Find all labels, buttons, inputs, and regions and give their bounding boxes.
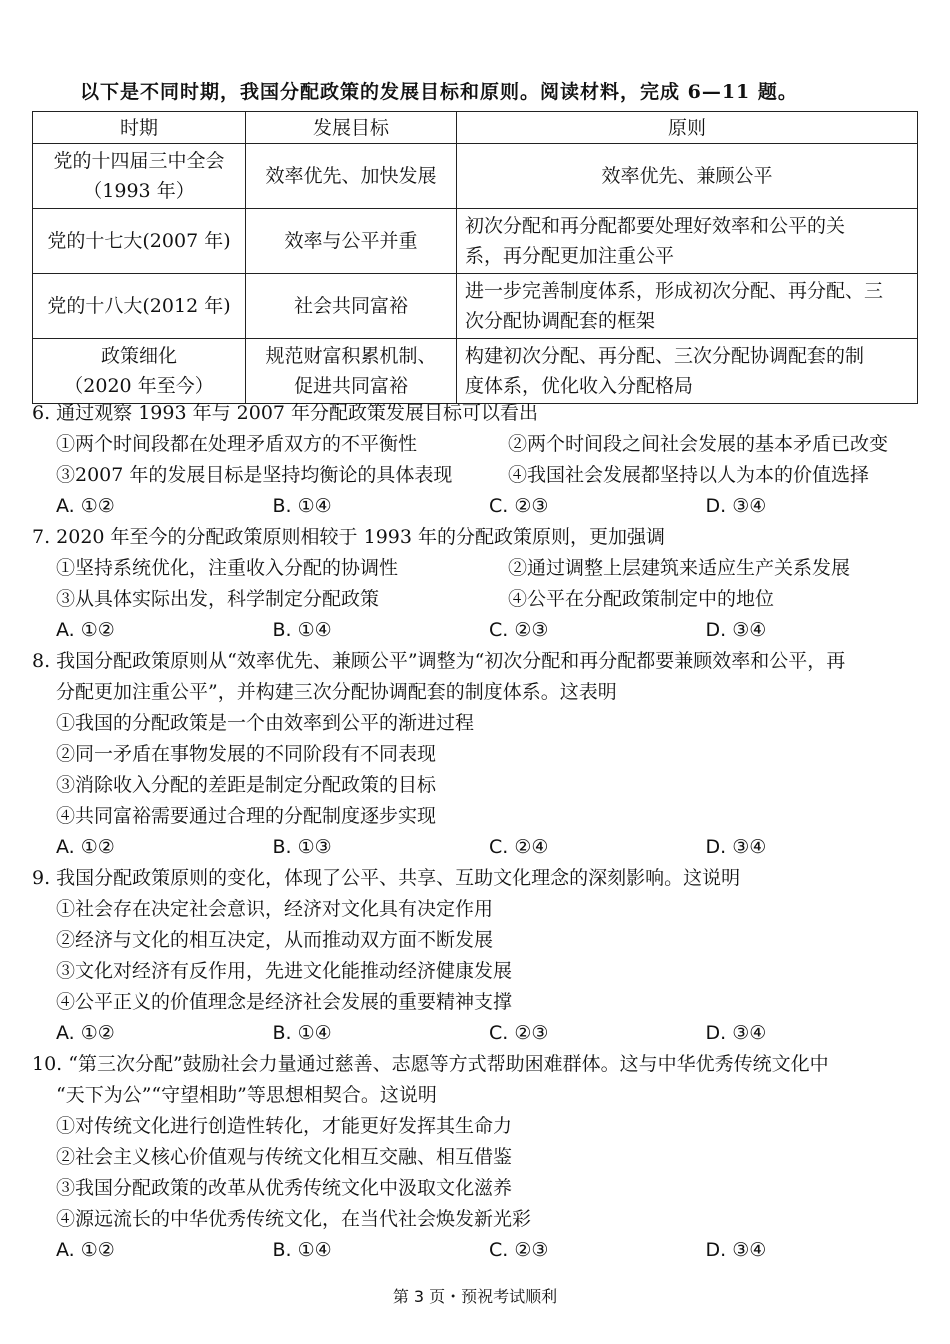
cell-goal: 社会共同富裕 (246, 274, 457, 339)
choice-b[interactable]: B. ①③ (272, 836, 332, 858)
page-footer: 第 3 页・预祝考试顺利 (392, 1287, 558, 1306)
option-1: ①对传统文化进行创造性转化，才能更好发挥其生命力 (56, 1115, 513, 1137)
table-header-row (33, 112, 918, 144)
cell-goal: 效率与公平并重 (246, 209, 457, 274)
option-row (32, 429, 922, 460)
cell-period: 党的十八大(2012 年) (33, 274, 246, 339)
stem-line-1: 8. 我国分配政策原则从“效率优先、兼顾公平”调整为“初次分配和再分配都要兼顾效率和公平，再 (32, 650, 846, 672)
option-3: ③从具体实际出发，科学制定分配政策 (56, 588, 380, 610)
question-stem: 6. 通过观察 1993 年与 2007 年分配政策发展目标可以看出 (32, 402, 539, 424)
question-stem: 7. 2020 年至今的分配政策原则相较于 1993 年的分配政策原则，更加强调 (32, 526, 665, 548)
question-stem: 9. 我国分配政策原则的变化，体现了公平、共享、互助文化理念的深刻影响。这说明 (32, 867, 741, 889)
question-6 (32, 398, 922, 522)
cell-period: 党的十七大(2007 年) (33, 209, 246, 274)
choice-d[interactable]: D. ③④ (705, 836, 767, 858)
option-4: ④我国社会发展都坚持以人为本的价值选择 (508, 464, 870, 486)
cell-principle (457, 209, 918, 274)
answer-choices (32, 491, 922, 522)
header-period: 时期 (33, 112, 246, 144)
choice-a[interactable]: A. ①② (56, 619, 115, 641)
option-4: ④公平正义的价值理念是经济社会发展的重要精神支撑 (56, 991, 513, 1013)
option-3: ③文化对经济有反作用，先进文化能推动经济健康发展 (56, 960, 513, 982)
answer-choices (32, 615, 922, 646)
cell-principle (457, 274, 918, 339)
choice-b[interactable]: B. ①④ (272, 1239, 332, 1261)
stem-line-2: “天下为公”“守望相助”等思想相契合。这说明 (56, 1084, 437, 1106)
option-row (32, 460, 922, 491)
option-1: ①坚持系统优化，注重收入分配的协调性 (56, 557, 399, 579)
choice-c[interactable]: C. ②③ (489, 619, 549, 641)
option-3: ③消除收入分配的差距是制定分配政策的目标 (56, 774, 437, 796)
header-principle: 原则 (457, 112, 918, 144)
stem-line-1: 10. “第三次分配”鼓励社会力量通过慈善、志愿等方式帮助困难群体。这与中华优秀传统文化中 (32, 1053, 829, 1075)
cell-period (33, 144, 246, 209)
question-10 (32, 1049, 922, 1266)
cell-line: 系，再分配更加注重公平 (465, 245, 675, 267)
cell-principle: 效率优先、兼顾公平 (457, 144, 918, 209)
option-4: ④公平在分配政策制定中的地位 (508, 588, 775, 610)
option-row (32, 553, 922, 584)
cell-line: 构建初次分配、再分配、三次分配协调配套的制 (465, 345, 865, 367)
cell-line: 规范财富积累机制、 (265, 345, 437, 367)
choice-d[interactable]: D. ③④ (705, 495, 767, 517)
choice-a[interactable]: A. ①② (56, 836, 115, 858)
choice-c[interactable]: C. ②③ (489, 495, 549, 517)
cell-principle (457, 339, 918, 404)
header-goal: 发展目标 (246, 112, 457, 144)
answer-choices (32, 1018, 922, 1049)
option-3: ③我国分配政策的改革从优秀传统文化中汲取文化滋养 (56, 1177, 513, 1199)
option-2: ②两个时间段之间社会发展的基本矛盾已改变 (508, 433, 889, 455)
table-row (33, 339, 918, 404)
option-2: ②同一矛盾在事物发展的不同阶段有不同表现 (56, 743, 437, 765)
cell-period (33, 339, 246, 404)
cell-line: 党的十四届三中全会 (53, 150, 225, 172)
question-stem (32, 1049, 922, 1111)
question-list (32, 398, 922, 1266)
stem-line-2: 分配更加注重公平”，并构建三次分配协调配套的制度体系。这表明 (56, 681, 617, 703)
option-1: ①社会存在决定社会意识，经济对文化具有决定作用 (56, 898, 494, 920)
choice-d[interactable]: D. ③④ (705, 1239, 767, 1261)
cell-line: 次分配协调配套的框架 (465, 310, 656, 332)
choice-d[interactable]: D. ③④ (705, 619, 767, 641)
choice-a[interactable]: A. ①② (56, 495, 115, 517)
option-3: ③2007 年的发展目标是坚持均衡论的具体表现 (56, 464, 453, 486)
answer-choices (32, 832, 922, 863)
option-4: ④共同富裕需要通过合理的分配制度逐步实现 (56, 805, 437, 827)
option-row (32, 584, 922, 615)
cell-goal (246, 339, 457, 404)
policy-table (32, 111, 918, 404)
table-row (33, 274, 918, 339)
question-7 (32, 522, 922, 646)
cell-line: 度体系，优化收入分配格局 (465, 375, 694, 397)
choice-a[interactable]: A. ①② (56, 1022, 115, 1044)
cell-line: 促进共同富裕 (293, 375, 408, 397)
cell-line: 政策细化 (100, 345, 177, 367)
choice-b[interactable]: B. ①④ (272, 1022, 332, 1044)
answer-choices (32, 1235, 922, 1266)
choice-c[interactable]: C. ②③ (489, 1022, 549, 1044)
section-intro: 以下是不同时期，我国分配政策的发展目标和原则。阅读材料，完成 6—11 题。 (80, 81, 798, 103)
choice-b[interactable]: B. ①④ (272, 495, 332, 517)
choice-c[interactable]: C. ②④ (489, 836, 549, 858)
cell-line: 初次分配和再分配都要处理好效率和公平的关 (465, 215, 846, 237)
option-4: ④源远流长的中华优秀传统文化，在当代社会焕发新光彩 (56, 1208, 532, 1230)
option-2: ②社会主义核心价值观与传统文化相互交融、相互借鉴 (56, 1146, 513, 1168)
choice-b[interactable]: B. ①④ (272, 619, 332, 641)
question-stem (32, 646, 922, 708)
question-9 (32, 863, 922, 1049)
table-row (33, 209, 918, 274)
choice-c[interactable]: C. ②③ (489, 1239, 549, 1261)
option-2: ②通过调整上层建筑来适应生产关系发展 (508, 557, 851, 579)
cell-line: （2020 年至今） (64, 375, 214, 397)
option-1: ①两个时间段都在处理矛盾双方的不平衡性 (56, 433, 418, 455)
option-2: ②经济与文化的相互决定，从而推动双方面不断发展 (56, 929, 494, 951)
cell-line: 进一步完善制度体系，形成初次分配、再分配、三 (465, 280, 884, 302)
cell-line: （1993 年） (83, 180, 195, 202)
table-row (33, 144, 918, 209)
cell-goal: 效率优先、加快发展 (246, 144, 457, 209)
option-1: ①我国的分配政策是一个由效率到公平的渐进过程 (56, 712, 475, 734)
question-8 (32, 646, 922, 863)
choice-d[interactable]: D. ③④ (705, 1022, 767, 1044)
choice-a[interactable]: A. ①② (56, 1239, 115, 1261)
